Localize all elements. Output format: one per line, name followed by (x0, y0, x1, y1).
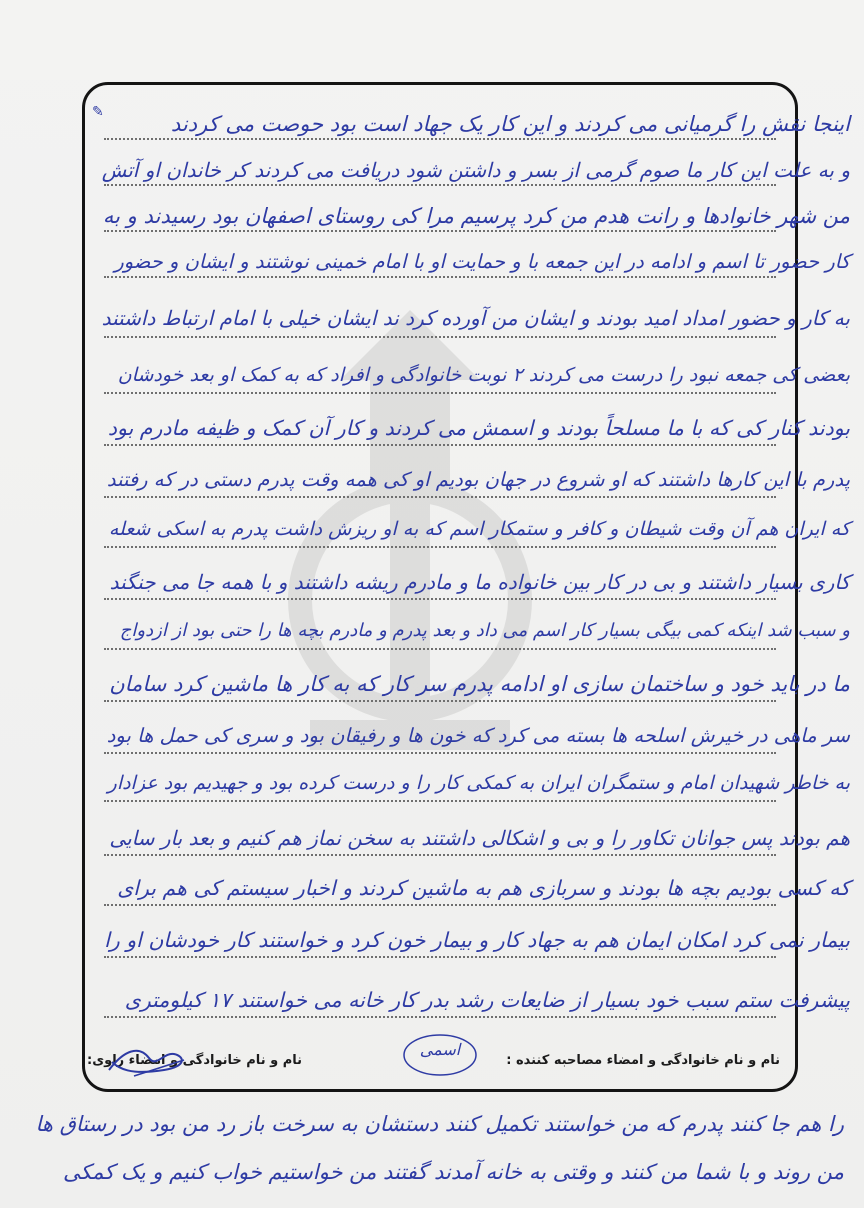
handwritten-line: پیشرفت ستم سبب خود بسیار از ضایعات رشد بدر کار خانه می خواستند ۱۷ کیلومتری (124, 988, 850, 1012)
dotted-line (104, 276, 776, 278)
handwritten-line: و سبب شد اینکه کمی بیگی بسیار کار اسم می داد و بعد پدرم و مادرم بچه ها را حتی بود از ازدواج (119, 620, 850, 641)
dotted-line (104, 138, 776, 140)
handwritten-line: که ایران هم آن وقت شیطان و کافر و ستمکار اسم که به او ریزش داشت پدرم به اسکی شعله (108, 518, 850, 540)
pencil-mark-icon: ✎ (92, 104, 104, 120)
dotted-line (104, 700, 776, 702)
dotted-line (104, 392, 776, 394)
handwritten-line: بودند کنار کی که با ما مسلحاً بودند و اسمش می کردند و کار آن کمک و ظیفه مادرم بود (107, 416, 850, 440)
handwritten-line: بیمار نمی کرد امکان ایمان هم به جهاد کار و بیمار خون کرد و خواستند کار خودشان او را (104, 928, 850, 952)
handwritten-line: که کسی بودیم بچه ها بودند و سربازی هم به ماشین کردند و اخبار سیستم کی هم برای (117, 876, 850, 900)
dotted-line (104, 956, 776, 958)
handwritten-line: بعضی کی جمعه نبود را درست می کردند ۲ نوبت خانوادگی و افراد که به کمک او بعد خودشان (117, 364, 850, 386)
dotted-line (104, 336, 776, 338)
handwritten-line: ما در باید خود و ساختمان سازی او ادامه پدرم سر کار که به کار ها ماشین کرد سامان (109, 672, 850, 696)
dotted-line (104, 546, 776, 548)
dotted-line (104, 648, 776, 650)
dotted-line (104, 444, 776, 446)
dotted-line (104, 800, 776, 802)
narrator-signature-label: نام و نام خانوادگی و امضاء راوی: (87, 1053, 302, 1068)
handwritten-line: کار حضور تا اسم و ادامه در این جمعه با و حمایت او با امام خمینی نوشتند و ایشان و حضور (114, 250, 850, 273)
dotted-line (104, 496, 776, 498)
dotted-line (104, 1016, 776, 1018)
handwritten-line: من شهر خانوادها و رانت هدم من کرد پرسیم مرا کی روستای اصفهان بود رسیدند و به (102, 204, 850, 228)
handwritten-line: هم بودند پس جوانان تکاور را و بی و اشکالی داشتند به سخن نماز هم کنیم و بعد بار سایی (109, 826, 850, 850)
interviewer-signature-label: نام و نام خانوادگی و امضاء مصاحبه کننده : (506, 1053, 780, 1068)
dotted-line (104, 598, 776, 600)
handwritten-line: به خاطر شهیدان امام و ستمگران ایران به کمکی کار را و درست کرده بود و جهیدیم بود عزادار (107, 772, 850, 794)
dotted-line (104, 854, 776, 856)
handwritten-line: کاری بسیار داشتند و بی در کار بین خانواده ما و مادرم ریشه داشتند و با همه جا می جنگند (109, 570, 850, 594)
handwritten-line-outside: را هم جا کنند پدرم که من خواستند تکمیل کنند دستشان به سرخت باز رد من بود در رستاق ها (35, 1112, 844, 1136)
dotted-line (104, 184, 776, 186)
handwritten-line: و به علت این کار ما صوم گرمی از بسر و داشتن شود دریافت می کردند کر خاندان او آتش (101, 158, 850, 182)
handwritten-line: به کار و حضور امداد امید بودند و ایشان من آورده کرد ند ایشان خیلی با امام ارتباط داشتند (101, 306, 850, 330)
narrator-signature-icon (104, 1040, 194, 1080)
dotted-line (104, 904, 776, 906)
handwritten-line-outside: من روند و با شما من کنند و وقتی به خانه آمدند گفتند من خواستیم خواب کنیم و یک کمکی (63, 1160, 844, 1184)
interviewer-signature: اسمی (419, 1040, 461, 1059)
dotted-line (104, 230, 776, 232)
dotted-line (104, 752, 776, 754)
handwritten-line: سر ماهی در خیرش اسلحه ها بسته می کرد که خون ها و رفیقان بود و سری کی حمل ها بود (106, 724, 850, 747)
handwritten-line: پدرم با این کارها داشتند که او شروع در جهان بودیم او کی همه وقت پدرم دستی در که رفتند (106, 468, 850, 491)
handwritten-line: اینجا نقش را گرمیانی می کردند و این کار یک جهاد است بود حوصت می کردند (170, 112, 850, 136)
